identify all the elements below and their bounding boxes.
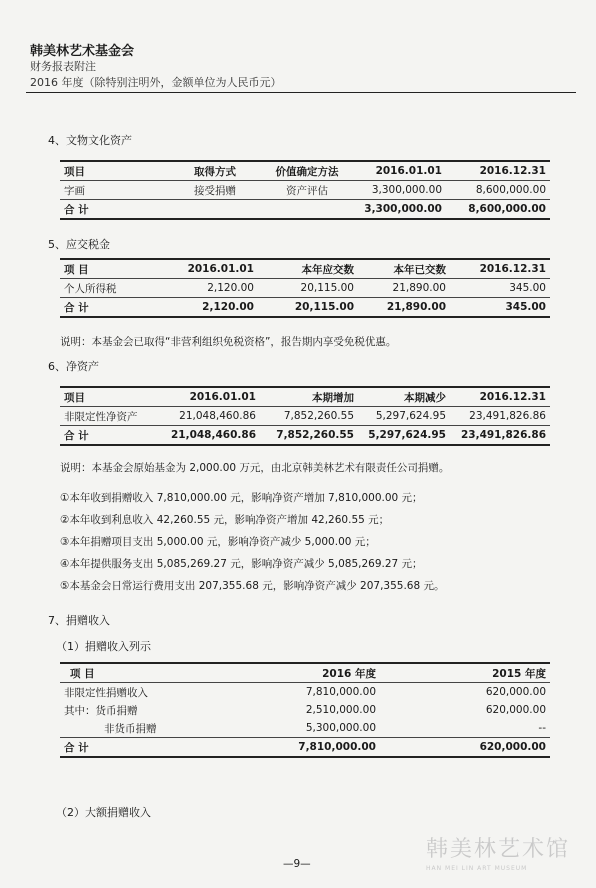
table-cell xyxy=(254,200,360,220)
col-header: 2015 年度 xyxy=(380,663,550,683)
section-6-note: 说明：本基金会原始基金为 2,000.00 万元，由北京韩美林艺术有限责任公司捐赠。 xyxy=(60,462,450,474)
table-row xyxy=(60,407,550,426)
net-asset-item: ①本年收到捐赠收入 7,810,000.00 元，影响净资产增加 7,810,000.00 元； xyxy=(60,492,423,504)
col-header: 取得方式 xyxy=(176,161,254,181)
museum-watermark xyxy=(426,832,576,877)
net-asset-item: ⑤本基金会日常运行费用支出 207,355.68 元，影响净资产减少 207,355.68 元。 xyxy=(60,580,445,592)
table-cell: 20,115.00 xyxy=(258,298,358,318)
table-cell: 8,600,000.00 xyxy=(446,181,550,200)
table-cell: 2,120.00 xyxy=(166,279,258,298)
table-header-row xyxy=(60,663,550,683)
section-7-subtitle-1: （1）捐赠收入列示 xyxy=(56,640,151,653)
table-cell: 资产评估 xyxy=(254,181,360,200)
table-cell: 620,000.00 xyxy=(380,683,550,702)
col-header: 本年已交数 xyxy=(358,259,450,279)
org-name: 韩美林艺术基金会 xyxy=(30,44,135,59)
header-divider xyxy=(26,92,576,93)
col-header: 2016 年度 xyxy=(210,663,380,683)
table-donation-income xyxy=(60,662,550,758)
section-7-title: 7、捐赠收入 xyxy=(48,614,110,627)
col-header: 项目 xyxy=(60,387,156,407)
table-cell: 接受捐赠 xyxy=(176,181,254,200)
col-header: 2016.12.31 xyxy=(450,259,550,279)
table-header-row xyxy=(60,161,550,181)
table-total-row xyxy=(60,298,550,318)
table-row xyxy=(60,683,550,702)
table-cell: 3,300,000.00 xyxy=(360,181,446,200)
col-header: 2016.01.01 xyxy=(166,259,258,279)
table-cell: 字画 xyxy=(60,181,176,200)
report-period: 2016 年度（除特别注明外，金额单位为人民币元） xyxy=(30,76,282,89)
table-row xyxy=(60,181,550,200)
table-cultural-assets xyxy=(60,160,550,220)
table-cell: 2,120.00 xyxy=(166,298,258,318)
table-cell: 345.00 xyxy=(450,298,550,318)
section-5-note: 说明：本基金会已取得“非营利组织免税资格”，报告期内享受免税优惠。 xyxy=(60,336,397,348)
table-row xyxy=(60,701,550,719)
table-cell: 23,491,826.86 xyxy=(450,426,550,446)
net-asset-item: ④本年提供服务支出 5,085,269.27 元，影响净资产减少 5,085,269.27 元； xyxy=(60,558,423,570)
table-cell xyxy=(176,200,254,220)
table-cell: 8,600,000.00 xyxy=(446,200,550,220)
section-4-title: 4、文物文化资产 xyxy=(48,134,132,147)
net-asset-item: ②本年收到利息收入 42,260.55 元，影响净资产增加 42,260.55 元； xyxy=(60,514,390,526)
table-cell: 23,491,826.86 xyxy=(450,407,550,426)
col-header: 本期增加 xyxy=(260,387,358,407)
table-cell: 5,300,000.00 xyxy=(305,722,376,734)
table-cell: 非限定性净资产 xyxy=(60,407,156,426)
col-header: 2016.01.01 xyxy=(156,387,260,407)
table-cell: 其中：货币捐赠 xyxy=(64,704,138,717)
table-cell: 21,890.00 xyxy=(358,298,450,318)
table-cell: 21,048,460.86 xyxy=(156,407,260,426)
table-cell: 3,300,000.00 xyxy=(360,200,446,220)
table-cell: 合 计 xyxy=(60,738,210,758)
col-header: 2016.12.31 xyxy=(446,161,550,181)
section-6-title: 6、净资产 xyxy=(48,360,99,373)
table-cell: 7,810,000.00 xyxy=(210,738,380,758)
col-header: 本期减少 xyxy=(358,387,450,407)
table-header-row xyxy=(60,259,550,279)
col-header: 2016.12.31 xyxy=(450,387,550,407)
table-cell: 7,852,260.55 xyxy=(260,426,358,446)
table-cell: 21,890.00 xyxy=(358,279,450,298)
table-cell: 620,000.00 xyxy=(380,738,550,758)
watermark-en: HAN MEI LIN ART MUSEUM xyxy=(426,865,528,872)
table-cell: 20,115.00 xyxy=(258,279,358,298)
col-header: 价值确定方法 xyxy=(254,161,360,181)
table-taxes xyxy=(60,258,550,318)
col-header: 项目 xyxy=(60,161,176,181)
table-net-assets xyxy=(60,386,550,446)
table-cell: 非货币捐赠 xyxy=(104,722,157,735)
col-header: 本年应交数 xyxy=(258,259,358,279)
table-cell: 非限定性捐赠收入 xyxy=(60,683,210,702)
table-cell: 21,048,460.86 xyxy=(156,426,260,446)
report-subtitle: 财务报表附注 xyxy=(30,60,96,73)
table-total-row xyxy=(60,200,550,220)
table-cell: 7,852,260.55 xyxy=(260,407,358,426)
section-7-subtitle-2: （2）大额捐赠收入 xyxy=(56,806,151,819)
section-5-title: 5、应交税金 xyxy=(48,238,110,251)
col-header: 项 目 xyxy=(60,663,210,683)
table-row xyxy=(60,719,550,738)
table-cell: 合 计 xyxy=(60,298,166,318)
table-cell: 合 计 xyxy=(60,200,176,220)
net-asset-item: ③本年捐赠项目支出 5,000.00 元，影响净资产减少 5,000.00 元； xyxy=(60,536,376,548)
table-cell: 2,510,000.00 xyxy=(305,704,376,716)
table-header-row xyxy=(60,387,550,407)
table-cell: -- xyxy=(538,722,546,734)
page-number: —9— xyxy=(283,858,311,870)
watermark-cn: 韩美林艺术馆 xyxy=(426,837,571,862)
table-cell: 620,000.00 xyxy=(485,704,546,716)
table-total-row xyxy=(60,738,550,758)
col-header: 项 目 xyxy=(60,259,166,279)
table-cell: 5,297,624.95 xyxy=(358,407,450,426)
table-cell: 5,297,624.95 xyxy=(358,426,450,446)
table-row xyxy=(60,279,550,298)
table-cell: 合 计 xyxy=(60,426,156,446)
col-header: 2016.01.01 xyxy=(360,161,446,181)
table-cell: 345.00 xyxy=(450,279,550,298)
table-cell: 7,810,000.00 xyxy=(210,683,380,702)
table-cell: 个人所得税 xyxy=(60,279,166,298)
table-total-row xyxy=(60,426,550,446)
